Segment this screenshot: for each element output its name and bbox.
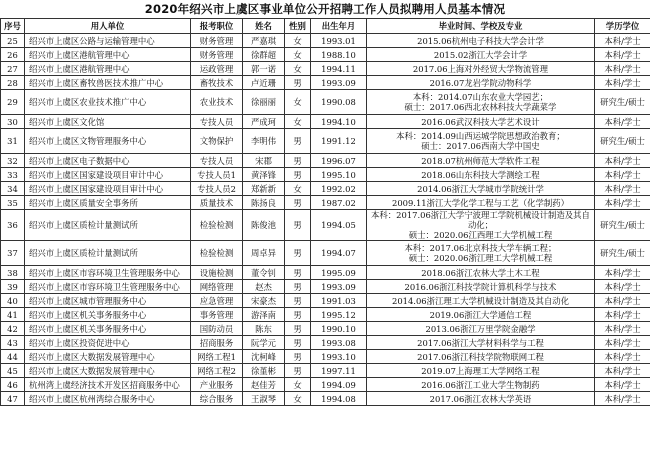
cell-name: 陈东 [243,322,285,336]
cell-sex: 女 [285,378,311,392]
table-header-row [1,19,650,34]
education-line: 硕士：2017.06西北农林科技大学蔬菜学 [404,102,557,112]
cell-degree: 本科/学士 [595,168,650,182]
cell-post: 检验检测 [191,210,243,241]
cell-degree: 本科/学士 [595,378,650,392]
education-line: 2018.06浙江农林大学土木工程 [421,267,540,278]
cell-post: 网络工程1 [191,350,243,364]
cell-name: 沈柯峰 [243,350,285,364]
cell-no: 37 [1,241,25,266]
cell-education [367,182,595,196]
education-line: 2013.06浙江万里学院金融学 [425,323,536,334]
cell-education [367,34,595,48]
table-row [1,322,650,336]
cell-post: 综合服务 [191,392,243,406]
cell-sex: 男 [285,350,311,364]
cell-degree: 本科/学士 [595,196,650,210]
cell-degree: 本科/学士 [595,62,650,76]
personnel-table [0,18,650,406]
cell-unit: 绍兴市上虞区机关事务服务中心 [25,322,191,336]
header-sex: 性别 [285,19,311,34]
cell-no: 26 [1,48,25,62]
cell-unit: 绍兴市上虞区畜牧兽医技术推广中心 [25,76,191,90]
cell-unit: 绍兴市上虞区国家建设项目审计中心 [25,182,191,196]
cell-education [367,336,595,350]
header-unit: 用人单位 [25,19,191,34]
cell-no: 28 [1,76,25,90]
cell-birth: 1991.12 [311,129,367,154]
cell-degree: 本科/学士 [595,34,650,48]
cell-name: 游泽南 [243,308,285,322]
header-post: 报考职位 [191,19,243,34]
cell-sex: 女 [285,90,311,115]
cell-name: 赵佳芳 [243,378,285,392]
table-row [1,196,650,210]
cell-sex: 男 [285,308,311,322]
cell-post: 检验检测 [191,241,243,266]
cell-no: 45 [1,364,25,378]
cell-unit: 绍兴市上虞区城市管理服务中心 [25,294,191,308]
cell-no: 33 [1,168,25,182]
education-line: 2017.06浙江科技学院物联网工程 [417,351,544,362]
education-line: 2015.06杭州电子科技大学会计学 [417,35,544,46]
cell-post: 畜牧技术 [191,76,243,90]
table-row [1,392,650,406]
cell-no: 30 [1,115,25,129]
cell-sex: 女 [285,392,311,406]
cell-no: 39 [1,280,25,294]
cell-education [367,350,595,364]
cell-post: 应急管理 [191,294,243,308]
cell-education [367,129,595,154]
cell-no: 42 [1,322,25,336]
cell-sex: 男 [285,266,311,280]
cell-degree: 本科/学士 [595,182,650,196]
table-row [1,182,650,196]
cell-name: 宋豪杰 [243,294,285,308]
cell-sex: 男 [285,154,311,168]
cell-post: 农业技术 [191,90,243,115]
cell-birth: 1994.10 [311,115,367,129]
education-line: 本科：2017.06浙江大学宁波理工学院机械设计制造及其自动化； [371,210,590,230]
table-row [1,336,650,350]
cell-sex: 男 [285,336,311,350]
cell-unit: 绍兴市上虞区投资促进中心 [25,336,191,350]
cell-birth: 1997.11 [311,364,367,378]
cell-post: 运政管理 [191,62,243,76]
cell-sex: 男 [285,241,311,266]
cell-degree: 本科/学士 [595,294,650,308]
cell-name: 严成珂 [243,115,285,129]
cell-degree: 本科/学士 [595,322,650,336]
cell-no: 31 [1,129,25,154]
cell-no: 34 [1,182,25,196]
table-row [1,48,650,62]
education-line: 2015.02浙江大学会计学 [433,49,528,60]
education-line: 2017.06上海对外经贸大学物流管理 [412,63,549,74]
cell-degree: 本科/学士 [595,364,650,378]
header-birth: 出生年月 [311,19,367,34]
cell-birth: 1995.09 [311,266,367,280]
cell-post: 国防动员 [191,322,243,336]
education-line: 2014.06浙江大学城市学院统计学 [417,183,544,194]
cell-no: 38 [1,266,25,280]
education-line: 2016.07龙岩学院动物科学 [429,77,532,88]
cell-birth: 1988.10 [311,48,367,62]
education-line: 硕士：2017.06西南大学中国史 [421,141,540,151]
cell-birth: 1994.09 [311,378,367,392]
table-row [1,62,650,76]
cell-name: 赵杰 [243,280,285,294]
cell-degree: 本科/学士 [595,280,650,294]
cell-sex: 男 [285,322,311,336]
cell-no: 41 [1,308,25,322]
table-row [1,308,650,322]
cell-education [367,294,595,308]
cell-name: 卢近珊 [243,76,285,90]
cell-unit: 绍兴市上虞区公路与运输管理中心 [25,34,191,48]
table-row [1,350,650,364]
cell-no: 43 [1,336,25,350]
table-row [1,115,650,129]
cell-birth: 1990.08 [311,90,367,115]
cell-no: 25 [1,34,25,48]
cell-birth: 1994.11 [311,62,367,76]
cell-sex: 女 [285,62,311,76]
cell-name: 郭一诺 [243,62,285,76]
header-no: 序号 [1,19,25,34]
cell-post: 文物保护 [191,129,243,154]
cell-no: 40 [1,294,25,308]
cell-unit: 绍兴市上虞区电子数据中心 [25,154,191,168]
cell-unit: 绍兴市上虞区质量安全事务所 [25,196,191,210]
cell-no: 47 [1,392,25,406]
table-row [1,76,650,90]
cell-sex: 男 [285,280,311,294]
cell-education [367,168,595,182]
cell-no: 46 [1,378,25,392]
cell-education [367,266,595,280]
table-row [1,90,650,115]
cell-unit: 绍兴市上虞区港航管理中心 [25,48,191,62]
cell-no: 44 [1,350,25,364]
cell-education [367,210,595,241]
table-row [1,168,650,182]
cell-post: 财务管理 [191,48,243,62]
cell-education [367,378,595,392]
cell-name: 宋郡 [243,154,285,168]
cell-birth: 1995.10 [311,168,367,182]
cell-unit: 绍兴市上虞区大数据发展管理中心 [25,364,191,378]
cell-degree: 研究生/硕士 [595,210,650,241]
cell-sex: 男 [285,294,311,308]
cell-post: 专技人员 [191,115,243,129]
table-row [1,241,650,266]
cell-sex: 男 [285,210,311,241]
cell-education [367,62,595,76]
table-row [1,129,650,154]
cell-degree: 本科/学士 [595,308,650,322]
header-degree: 学历学位 [595,19,650,34]
cell-degree: 本科/学士 [595,336,650,350]
cell-birth: 1991.03 [311,294,367,308]
cell-education [367,280,595,294]
education-line: 2014.06浙江理工大学机械设计制造及其自动化 [391,295,569,306]
cell-birth: 1993.09 [311,76,367,90]
cell-education [367,241,595,266]
cell-education [367,196,595,210]
education-line: 本科：2017.06北京科技大学车辆工程； [404,243,557,253]
header-name: 姓名 [243,19,285,34]
cell-degree: 本科/学士 [595,392,650,406]
cell-birth: 1993.01 [311,34,367,48]
table-row [1,210,650,241]
cell-education [367,364,595,378]
cell-education [367,154,595,168]
cell-post: 产业服务 [191,378,243,392]
cell-degree: 本科/学士 [595,76,650,90]
cell-name: 徐堇彬 [243,364,285,378]
education-line: 2016.06武汉科技大学艺术设计 [421,116,540,127]
cell-sex: 女 [285,115,311,129]
cell-post: 专技人员2 [191,182,243,196]
cell-name: 严嘉琪 [243,34,285,48]
cell-sex: 女 [285,182,311,196]
cell-birth: 1990.10 [311,322,367,336]
cell-name: 陈俊池 [243,210,285,241]
cell-no: 32 [1,154,25,168]
cell-name: 陈扬良 [243,196,285,210]
document-title: 2020年绍兴市上虞区事业单位公开招聘工作人员拟聘用人员基本情况 [144,2,506,16]
cell-sex: 男 [285,129,311,154]
cell-unit: 绍兴市上虞区文物管理服务中心 [25,129,191,154]
cell-education [367,322,595,336]
cell-post: 事务管理 [191,308,243,322]
cell-unit: 绍兴市上虞区农业技术推广中心 [25,90,191,115]
cell-birth: 1987.02 [311,196,367,210]
cell-degree: 本科/学士 [595,154,650,168]
cell-post: 专技人员 [191,154,243,168]
table-body [1,34,650,406]
cell-post: 质量技术 [191,196,243,210]
cell-birth: 1996.07 [311,154,367,168]
cell-degree: 研究生/硕士 [595,90,650,115]
cell-post: 设施检测 [191,266,243,280]
education-line: 硕士：2020.06浙江理工大学机械工程 [408,253,553,263]
cell-degree: 研究生/硕士 [595,241,650,266]
cell-degree: 本科/学士 [595,115,650,129]
cell-no: 36 [1,210,25,241]
cell-sex: 女 [285,34,311,48]
cell-unit: 绍兴市上虞区市容环境卫生管理服务中心 [25,266,191,280]
cell-birth: 1993.09 [311,280,367,294]
cell-unit: 绍兴市上虞区文化馆 [25,115,191,129]
cell-no: 29 [1,90,25,115]
cell-sex: 女 [285,48,311,62]
education-line: 2018.06山东科技大学测绘工程 [421,169,540,180]
cell-degree: 本科/学士 [595,48,650,62]
cell-education [367,115,595,129]
cell-name: 徐丽丽 [243,90,285,115]
cell-unit: 绍兴市上虞区大数据发展管理中心 [25,350,191,364]
cell-sex: 男 [285,364,311,378]
cell-post: 招商服务 [191,336,243,350]
cell-education [367,90,595,115]
table-row [1,266,650,280]
education-line: 2018.07杭州师范大学软件工程 [421,155,540,166]
cell-post: 网络管理 [191,280,243,294]
cell-unit: 绍兴市上虞区杭州湾综合服务中心 [25,392,191,406]
cell-unit: 绍兴市上虞区机关事务服务中心 [25,308,191,322]
education-line: 本科：2014.09山西运城学院思想政治教育； [396,131,565,141]
cell-degree: 研究生/硕士 [595,129,650,154]
cell-sex: 男 [285,76,311,90]
cell-degree: 本科/学士 [595,266,650,280]
cell-name: 黄泽锋 [243,168,285,182]
cell-unit: 绍兴市上虞区港航管理中心 [25,62,191,76]
cell-name: 阮学元 [243,336,285,350]
cell-name: 徐群超 [243,48,285,62]
education-line: 2019.07上海理工大学网络工程 [421,365,540,376]
education-line: 本科：2014.07山东农业大学园艺； [412,92,549,102]
cell-education [367,308,595,322]
cell-sex: 男 [285,196,311,210]
cell-birth: 1992.02 [311,182,367,196]
table-row [1,280,650,294]
education-line: 2009.11浙江大学化学工程与工艺（化学制药） [391,197,569,208]
cell-education [367,392,595,406]
cell-unit: 绍兴市上虞区质检计量测试所 [25,241,191,266]
cell-post: 财务管理 [191,34,243,48]
education-line: 2016.06浙江工业大学生物制药 [421,379,540,390]
cell-birth: 1993.10 [311,350,367,364]
cell-unit: 绍兴市上虞区质检计量测试所 [25,210,191,241]
header-education: 毕业时间、学校及专业 [367,19,595,34]
cell-education [367,48,595,62]
table-row [1,34,650,48]
cell-name: 董令钊 [243,266,285,280]
cell-unit: 绍兴市上虞区国家建设项目审计中心 [25,168,191,182]
cell-name: 郑新新 [243,182,285,196]
cell-unit: 绍兴市上虞区市容环境卫生管理服务中心 [25,280,191,294]
education-line: 2017.06浙江农林大学英语 [429,393,532,404]
cell-birth: 1994.08 [311,392,367,406]
cell-post: 网络工程2 [191,364,243,378]
cell-education [367,76,595,90]
table-row [1,364,650,378]
education-line: 2016.06浙江科技学院计算机科学与技术 [404,281,557,292]
cell-no: 35 [1,196,25,210]
cell-unit: 杭州湾上虞经济技术开发区招商服务中心 [25,378,191,392]
table-row [1,154,650,168]
cell-name: 周卓异 [243,241,285,266]
education-line: 2019.06浙江大学通信工程 [429,309,532,320]
cell-post: 专技人员1 [191,168,243,182]
cell-sex: 男 [285,168,311,182]
cell-degree: 本科/学士 [595,350,650,364]
education-line: 2017.06浙江大学材料科学与工程 [417,337,544,348]
cell-birth: 1995.12 [311,308,367,322]
cell-birth: 1993.08 [311,336,367,350]
education-line: 硕士：2020.06江西理工大学机械工程 [408,230,553,240]
cell-no: 27 [1,62,25,76]
cell-name: 王淑琴 [243,392,285,406]
cell-name: 李明伟 [243,129,285,154]
cell-birth: 1994.05 [311,210,367,241]
table-row [1,378,650,392]
cell-birth: 1994.07 [311,241,367,266]
table-row [1,294,650,308]
